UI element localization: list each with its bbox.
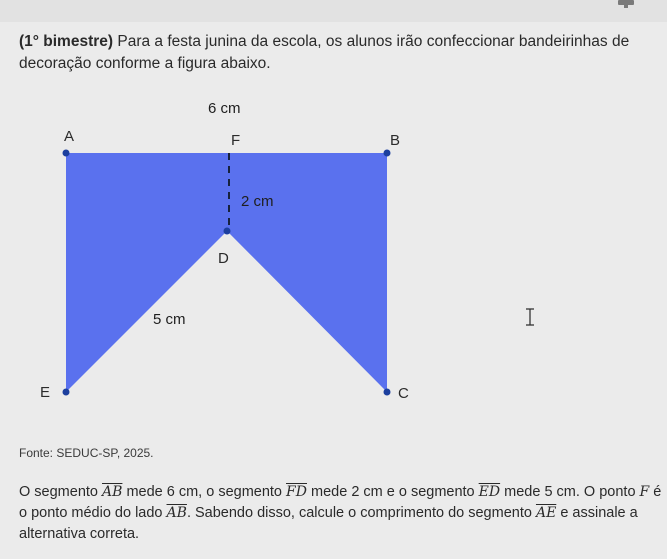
problem-text: mede 6 cm, o segmento [122, 484, 287, 500]
problem-text: O segmento [19, 484, 103, 500]
problem-text: e assinale a alternativa correta. [19, 505, 638, 542]
label-b: B [390, 132, 401, 149]
fd-length-label: 2 cm [241, 193, 274, 210]
label-c: C [398, 385, 409, 402]
problem-statement [19, 482, 664, 545]
question-number: (1° bimestre) [19, 33, 114, 50]
segment-ab: $\overline{AB}$ [102, 484, 123, 500]
problem-text: . Sabendo disso, calcule o comprimento do segmento [186, 505, 536, 521]
problem-text: mede 2 cm e o segmento [306, 484, 479, 500]
question-intro-text: Para a festa junina da escola, os alunos irão confeccionar bandeirinhas de decoração conforme a figura abaixo. [19, 33, 630, 72]
label-f: F [231, 132, 241, 149]
label-d: D [218, 250, 229, 267]
segment-ae: $\overline{AE}$ [535, 505, 557, 521]
point-c [384, 389, 391, 396]
point-f-variable: F [639, 484, 650, 500]
segment-ab: $\overline{AB}$ [166, 505, 187, 521]
point-b [384, 150, 391, 157]
segment-ed: $\overline{ED}$ [478, 484, 501, 500]
source-citation: Fonte: SEDUC-SP, 2025. [19, 446, 154, 460]
segment-fd: $\overline{FD}$ [286, 484, 307, 500]
label-a: A [64, 128, 75, 145]
text-cursor-icon [524, 308, 536, 326]
point-d [224, 228, 231, 235]
problem-text: é o ponto médio do lado [19, 484, 662, 521]
label-e: E [40, 384, 51, 401]
ab-length-label: 6 cm [208, 100, 241, 117]
problem-text: mede 5 cm. O ponto [500, 484, 640, 500]
flag-shape [66, 153, 387, 392]
point-a [63, 150, 70, 157]
ed-length-label: 5 cm [153, 311, 186, 328]
point-e [63, 389, 70, 396]
